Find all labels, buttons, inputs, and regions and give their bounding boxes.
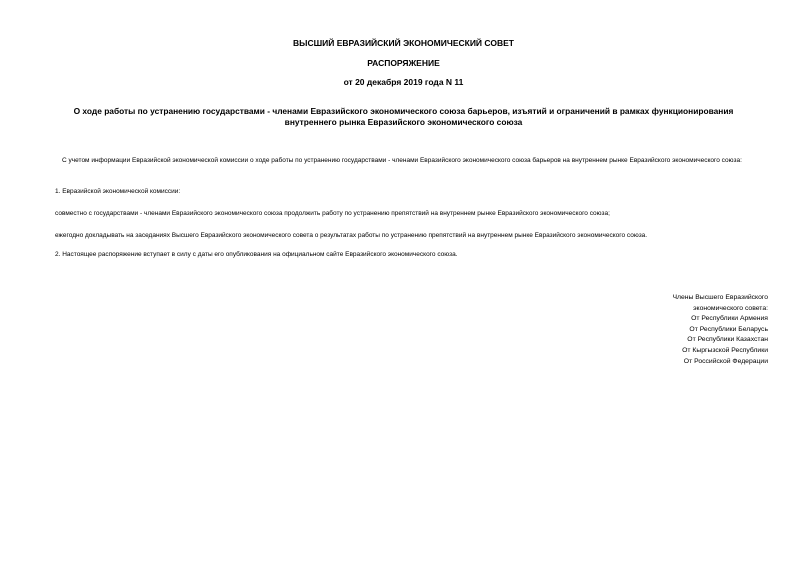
- document-title-line-1: О ходе работы по устранению государствами - членами Евразийского экономического союза барьеров, изъятий и ограничений в рамках функционирования: [73, 106, 734, 116]
- item-2-paragraph: 2. Настоящее распоряжение вступает в силу с даты его опубликования на официальном сайте Евразийского экономического союза.: [55, 251, 458, 258]
- signature-heading-line-2: экономического совета:: [693, 304, 768, 312]
- signature-member: От Республики Казахстан: [687, 336, 768, 344]
- signature-member: От Республики Беларусь: [689, 325, 768, 333]
- document-title: [40, 106, 767, 128]
- organization-heading: ВЫСШИЙ ЕВРАЗИЙСКИЙ ЭКОНОМИЧЕСКИЙ СОВЕТ: [293, 38, 514, 48]
- intro-paragraph: С учетом информации Евразийской экономической комиссии о ходе работы по устранению государствами - членами Евразийского экономического союза барьеров на внутреннем рынке Евразийского экономического союза:: [62, 157, 742, 164]
- signature-member: От Российской Федерации: [683, 357, 768, 365]
- item-1-paragraph: 1. Евразийской экономической комиссии:: [55, 188, 181, 195]
- signature-member: От Республики Армения: [691, 315, 768, 323]
- document-title-line-2: внутреннего рынка Евразийского экономического союза: [284, 117, 523, 127]
- document-type: РАСПОРЯЖЕНИЕ: [367, 58, 440, 68]
- document-date-number: от 20 декабря 2019 года N 11: [343, 77, 464, 87]
- signature-heading-line-1: Члены Высшего Евразийского: [672, 294, 768, 301]
- signature-member: От Кыргызской Республики: [682, 346, 768, 354]
- signature-block: [560, 293, 768, 367]
- item-1-subparagraph-2: ежегодно докладывать на заседаниях Высшего Евразийского экономического совета о результатах работы по устранению препятствий на внутреннем рынке Евразийского экономического союза.: [55, 232, 648, 239]
- item-1-subparagraph-1: совместно с государствами - членами Евразийского экономического союза продолжить работу по устранению препятствий на внутреннем рынке Евразийского экономического союза;: [55, 210, 610, 217]
